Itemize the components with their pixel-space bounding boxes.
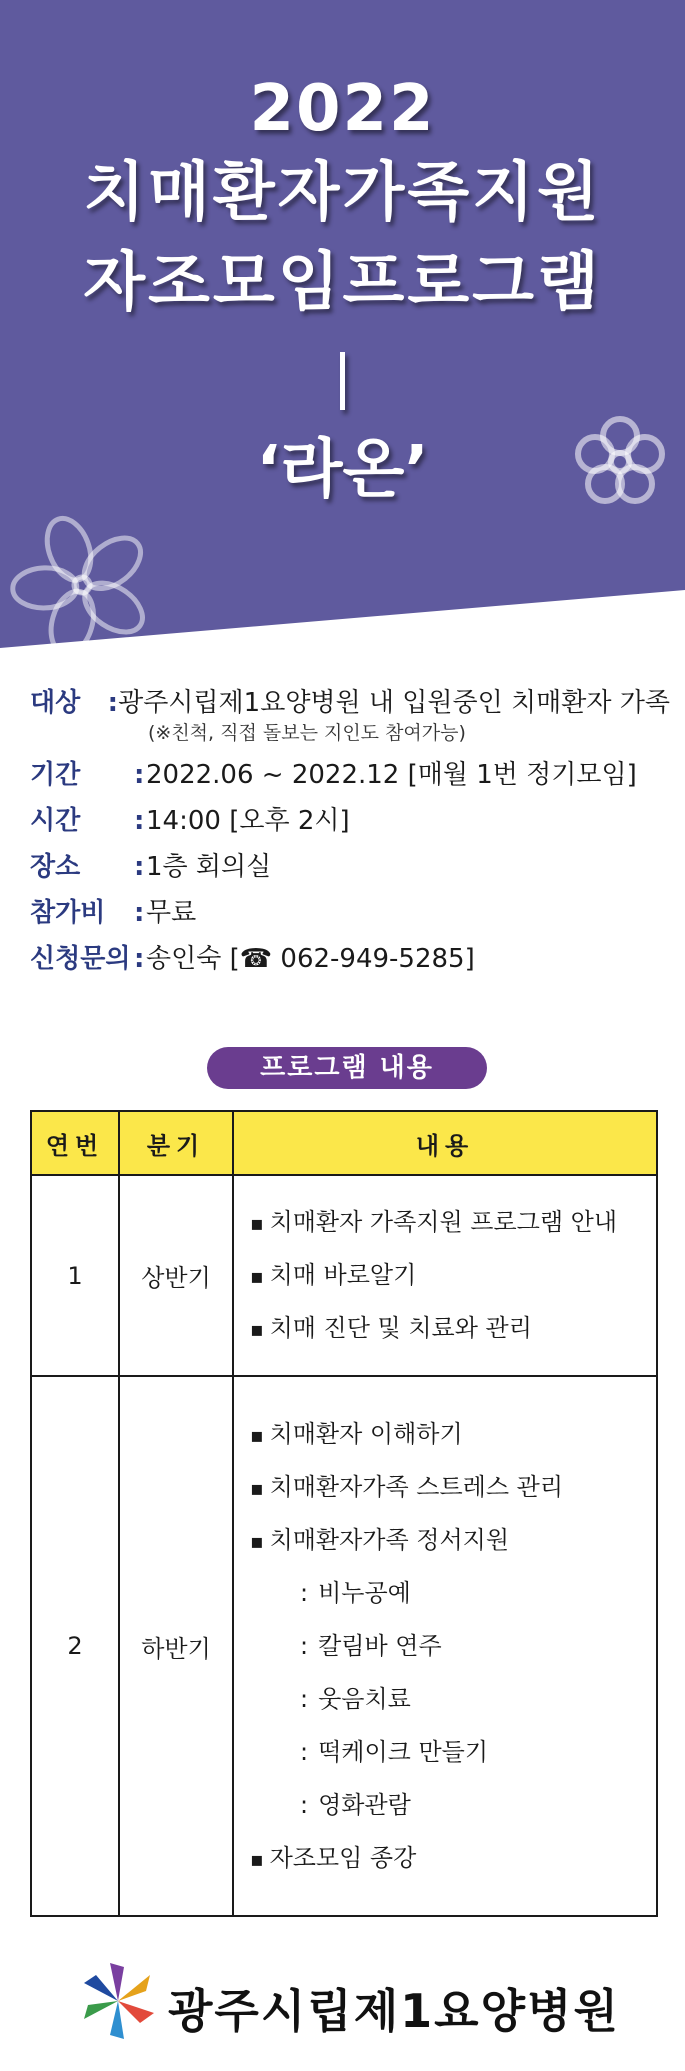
row-number: 1 — [31, 1175, 119, 1376]
table-row — [31, 1175, 657, 1376]
list-item: ▪ 치매 진단 및 치료와 관리 — [250, 1302, 656, 1355]
program-table — [30, 1110, 658, 1917]
info-value: 무료 — [146, 898, 197, 928]
sub-list-item: : 비누공예 — [250, 1567, 656, 1620]
column-header-no: 연번 — [31, 1111, 119, 1175]
info-value: 송인숙 [☎ 062-949-5285] — [146, 944, 475, 974]
hero-divider — [340, 352, 345, 410]
info-row-target: 대상 : 광주시립제1요양병원 내 입원중인 치매환자 가족 — [30, 680, 670, 726]
row-content — [233, 1376, 657, 1916]
hospital-logo-icon — [80, 1961, 156, 2041]
info-note: (※친척, 직접 돌보는 지인도 참여가능) — [148, 722, 466, 744]
info-row-contact: 신청문의 : 송인숙 [☎ 062-949-5285] — [30, 936, 670, 982]
footer — [0, 1955, 685, 2045]
list-item: ▪ 치매환자 이해하기 — [250, 1408, 656, 1461]
info-label: 참가비 — [30, 898, 106, 928]
info-label: 대상 — [30, 688, 81, 718]
hero-year: 2022 — [249, 72, 436, 146]
row-content — [233, 1175, 657, 1376]
list-item: ▪ 치매 바로알기 — [250, 1249, 656, 1302]
column-header-content: 내용 — [233, 1111, 657, 1175]
sub-list-item: : 영화관람 — [250, 1779, 656, 1832]
sub-list-item: : 떡케이크 만들기 — [250, 1726, 656, 1779]
list-item: ▪ 자조모임 종강 — [250, 1832, 656, 1885]
column-header-period: 분기 — [119, 1111, 233, 1175]
info-row-period: 기간 : 2022.06 ~ 2022.12 [매월 1번 정기모임] — [30, 752, 670, 798]
hero-title-line2: 자조모임프로그램 — [83, 246, 602, 320]
info-label: 신청문의 — [30, 944, 131, 974]
row-period: 하반기 — [119, 1376, 233, 1916]
info-label: 시간 — [30, 806, 81, 836]
info-value: 1층 회의실 — [146, 852, 272, 882]
info-row-time: 시간 : 14:00 [오후 2시] — [30, 798, 670, 844]
info-label: 기간 — [30, 760, 81, 790]
info-label: 장소 — [30, 852, 81, 882]
info-list — [30, 680, 670, 982]
hero-banner — [0, 0, 685, 660]
row-number: 2 — [31, 1376, 119, 1916]
sub-list-item: : 칼림바 연주 — [250, 1620, 656, 1673]
info-value: 광주시립제1요양병원 내 입원중인 치매환자 가족 — [118, 688, 670, 718]
info-value: 14:00 [오후 2시] — [146, 806, 350, 836]
hero-title-line1: 치매환자가족지원 — [83, 156, 602, 230]
section-title: 프로그램 내용 — [207, 1047, 487, 1089]
info-row-place: 장소 : 1층 회의실 — [30, 844, 670, 890]
list-item: ▪ 치매환자가족 스트레스 관리 — [250, 1461, 656, 1514]
sub-list-item: : 웃음치료 — [250, 1673, 656, 1726]
list-item: ▪ 치매환자 가족지원 프로그램 안내 — [250, 1196, 656, 1249]
list-item: ▪ 치매환자가족 정서지원 — [250, 1514, 656, 1567]
program-name: ‘라온’ — [256, 433, 429, 507]
info-value: 2022.06 ~ 2022.12 [매월 1번 정기모임] — [146, 760, 637, 790]
info-row-fee: 참가비 : 무료 — [30, 890, 670, 936]
row-period: 상반기 — [119, 1175, 233, 1376]
table-header-row — [31, 1111, 657, 1175]
table-row — [31, 1376, 657, 1916]
hospital-name: 광주시립제1요양병원 — [168, 1984, 620, 2038]
